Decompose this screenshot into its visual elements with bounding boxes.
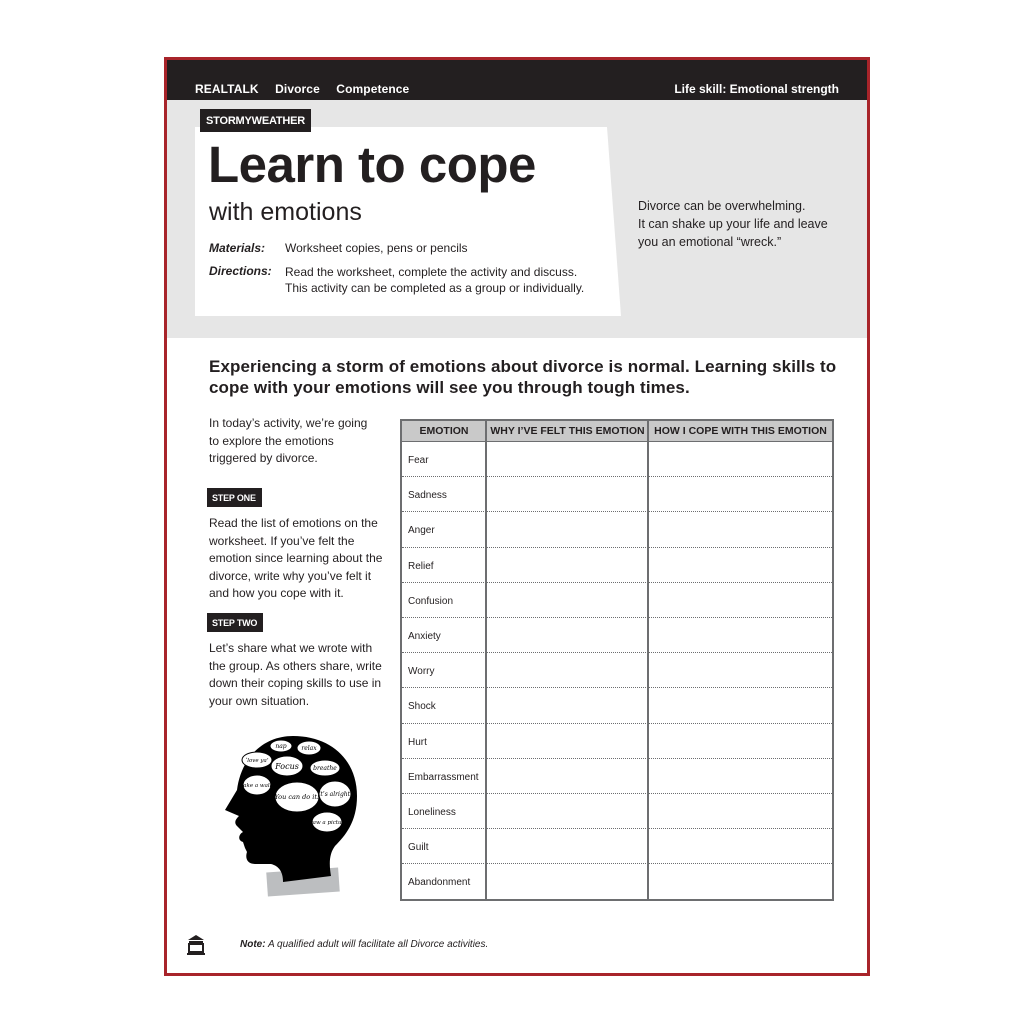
activity-intro: In today’s activity, we’re going to explore the emotions triggered by divorce.: [209, 416, 368, 465]
table-row: [402, 653, 832, 688]
table-row: [402, 618, 832, 653]
why-cell[interactable]: [487, 864, 647, 899]
emotion-label: Embarrassment: [408, 771, 479, 783]
bubble-text: nap: [275, 743, 287, 750]
how-cell[interactable]: [649, 583, 832, 617]
why-cell[interactable]: [487, 653, 647, 687]
emotion-label: Fear: [408, 455, 429, 466]
page-title: Learn to cope: [208, 136, 536, 193]
emotion-label: Relief: [408, 560, 434, 572]
emotion-label: Worry: [408, 666, 435, 678]
table-row: [402, 829, 832, 864]
emotion-label: Abandonment: [408, 877, 471, 889]
bubble-text: take a walk: [241, 783, 273, 789]
why-cell[interactable]: [487, 477, 647, 511]
side-intro-line: Divorce can be overwhelming.: [638, 199, 806, 213]
life-skill-label: Life skill: Emotional strength: [674, 82, 839, 96]
table-row: [402, 759, 832, 794]
emotion-label: Anxiety: [408, 631, 441, 642]
how-cell[interactable]: [649, 794, 832, 828]
why-cell[interactable]: [487, 688, 647, 722]
table-row: [402, 548, 832, 583]
step-two-badge: STEP TWO: [207, 613, 263, 632]
table-body: [402, 442, 832, 899]
emotion-label: Confusion: [408, 595, 454, 607]
emotion-label: Shock: [408, 701, 436, 713]
topic-label: Divorce: [275, 82, 320, 96]
how-cell[interactable]: [649, 618, 832, 652]
how-cell[interactable]: [649, 653, 832, 687]
why-cell[interactable]: [487, 442, 647, 476]
why-cell[interactable]: [487, 583, 647, 617]
directions-label: Directions:: [209, 264, 272, 278]
step-one-badge: STEP ONE: [207, 488, 262, 507]
why-cell[interactable]: [487, 618, 647, 652]
why-cell[interactable]: [487, 794, 647, 828]
table-row: [402, 442, 832, 477]
table-row: [402, 512, 832, 547]
how-cell[interactable]: [649, 759, 832, 793]
bubble-text: ‘love ya’: [245, 758, 269, 764]
page-subtitle: with emotions: [209, 198, 362, 226]
bubble-text: relax: [301, 745, 317, 752]
table-row: [402, 477, 832, 512]
bubble-text: breathe: [313, 765, 337, 772]
table-row: [402, 794, 832, 829]
how-cell[interactable]: [649, 724, 832, 758]
bubble-text: Focus: [275, 762, 299, 771]
side-intro-line: you an emotional “wreck.”: [638, 235, 782, 249]
how-cell[interactable]: [649, 829, 832, 863]
bubble-text: draw a picture: [306, 820, 348, 826]
how-cell[interactable]: [649, 512, 832, 546]
directions-line: This activity can be completed as a group or individually.: [285, 281, 585, 295]
emotion-table: [400, 419, 834, 901]
step-two-text: Let’s share what we wrote with the group. As others share, write down their coping skills to use in your own situation.: [209, 641, 382, 708]
column-header-how: HOW I COPE WITH THIS EMOTION: [654, 425, 827, 437]
why-cell[interactable]: [487, 724, 647, 758]
top-bar: [167, 60, 867, 100]
table-row: [402, 688, 832, 723]
why-cell[interactable]: [487, 829, 647, 863]
why-cell[interactable]: [487, 548, 647, 582]
table-row: [402, 583, 832, 618]
directions-line: Read the worksheet, complete the activity and discuss.: [285, 265, 578, 279]
bubble-text: It’s alright.: [318, 791, 352, 798]
column-header-emotion: EMOTION: [419, 425, 469, 437]
how-cell[interactable]: [649, 548, 832, 582]
how-cell[interactable]: [649, 477, 832, 511]
materials-label: Materials:: [209, 241, 266, 255]
emotion-label: Anger: [408, 525, 435, 537]
table-header: [402, 421, 832, 442]
house-logo-icon: [187, 934, 205, 956]
directions-text: [285, 264, 595, 296]
how-cell[interactable]: [649, 688, 832, 722]
breadcrumb: [195, 82, 422, 96]
side-intro: [638, 197, 838, 251]
table-row: [402, 724, 832, 759]
materials-text: Worksheet copies, pens or pencils: [285, 241, 468, 255]
column-header-why: WHY I’VE FELT THIS EMOTION: [490, 425, 645, 437]
footer-note: [240, 939, 488, 950]
side-intro-line: It can shake up your life and leave: [638, 217, 828, 231]
emotion-label: Guilt: [408, 842, 429, 854]
category-label: Competence: [336, 82, 410, 96]
how-cell[interactable]: [649, 442, 832, 476]
brand-label: REALTALK: [195, 82, 259, 96]
section-tag: STORMYWEATHER: [200, 109, 311, 132]
note-label: Note:: [240, 939, 266, 950]
why-cell[interactable]: [487, 512, 647, 546]
thinking-head-illustration: [223, 730, 363, 902]
table-row: [402, 864, 832, 899]
emotion-label: Sadness: [408, 490, 447, 502]
worksheet-page: [164, 57, 870, 976]
emotion-label: Loneliness: [408, 807, 456, 818]
step-one-text: Read the list of emotions on the worksheet. If you’ve felt the emotion since learning about the divorce, write why you’ve felt it and how you cope with it.: [209, 516, 383, 600]
note-text: A qualified adult will facilitate all Divorce activities.: [267, 939, 489, 950]
emotion-label: Hurt: [408, 736, 427, 748]
bubble-text: You can do it!: [274, 793, 320, 801]
how-cell[interactable]: [649, 864, 832, 899]
why-cell[interactable]: [487, 759, 647, 793]
lead-paragraph: Experiencing a storm of emotions about divorce is normal. Learning skills to cope with your emotions will see you through tough times.: [209, 357, 837, 397]
